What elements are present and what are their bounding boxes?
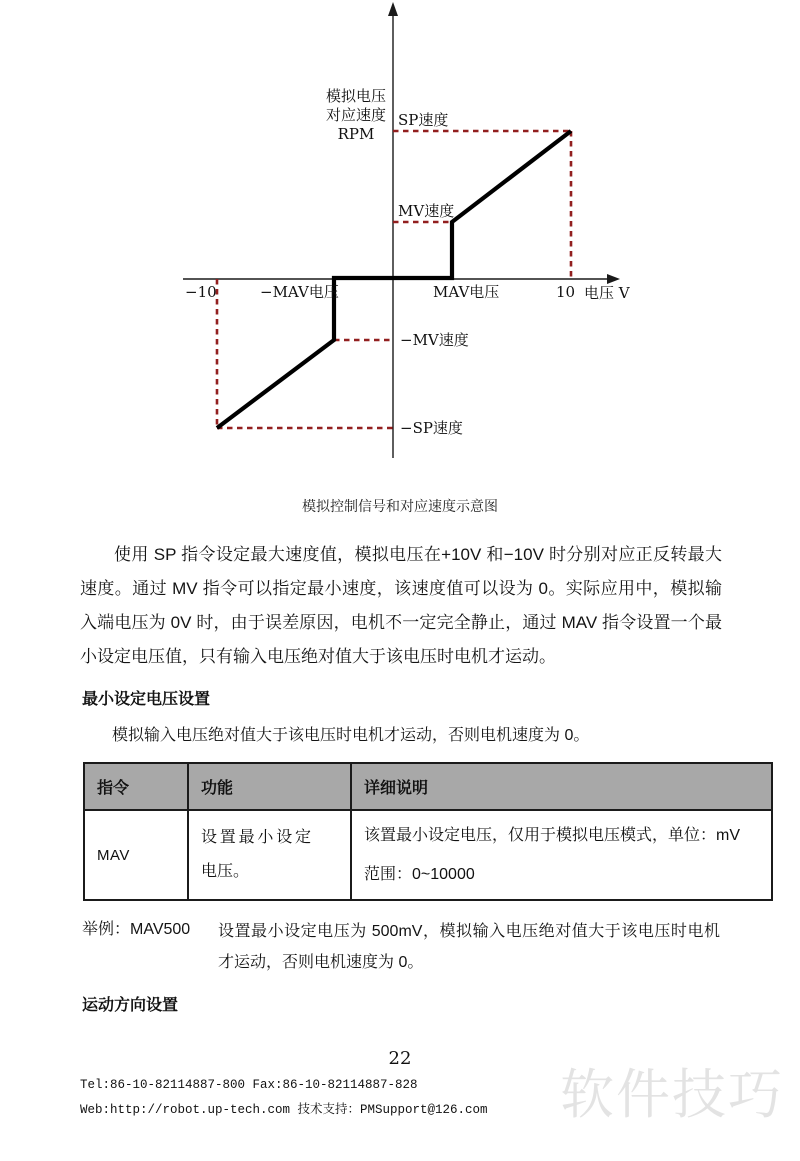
page-number: 22 (388, 1048, 412, 1069)
label-neg-mv-speed: −MV速度 (400, 331, 469, 349)
command-table-header (84, 763, 772, 810)
example-label: 举例：MAV500 (82, 921, 191, 938)
footer-web-support: Web:http://robot.up-tech.com 技术支持：PMSupport@126.com (80, 1103, 488, 1117)
speed-voltage-diagram (0, 0, 800, 470)
label-neg-sp-speed: −SP速度 (400, 419, 463, 437)
command-table (83, 762, 773, 901)
paragraph-min-voltage-intro: 模拟输入电压绝对值大于该电压时电机才运动，否则电机速度为 0。 (112, 727, 590, 744)
y-axis-title-line2: 对应速度 (325, 106, 386, 124)
table-header-row (84, 763, 772, 810)
cell-detail-line2: 范围：0~10000 (364, 866, 475, 883)
header-command: 指令 (84, 763, 188, 810)
diagram-canvas (0, 0, 800, 470)
watermark: 软件技巧 (560, 1065, 784, 1125)
label-x-max: 10 (556, 283, 576, 301)
table-row-mav (84, 810, 772, 900)
cell-command: MAV (84, 810, 188, 900)
y-axis-arrow-icon (388, 2, 398, 16)
cell-function (188, 810, 351, 900)
label-sp-speed: SP速度 (398, 111, 449, 129)
label-mav-volt: MAV电压 (433, 283, 500, 301)
cell-function-text: 设置最小设定电压。 (201, 829, 311, 880)
x-axis-arrow-icon (607, 274, 620, 284)
header-detail: 详细说明 (351, 763, 772, 810)
paragraph-sp-mv-mav: 使用 SP 指令设定最大速度值，模拟电压在+10V 和−10V 时分别对应正反转最大速度。通过 MV 指令可以指定最小速度，该速度值可以设为 0。实际应用中，模拟输入端电压为 0V 时，由于误差原因，电机不一定完全静止，通过 MAV 指令设置一个最小设定电压值，只有输入电压绝对值大于该电压时电机才运动。 (80, 545, 722, 666)
label-mv-speed: MV速度 (398, 202, 455, 220)
footer-tel-fax: Tel:86-10-82114887-800 Fax:86-10-82114887-828 (80, 1078, 418, 1092)
label-neg-mav-volt: −MAV电压 (260, 283, 339, 301)
x-axis-title: 电压 V (584, 284, 630, 302)
y-axis-title (322, 87, 390, 144)
header-function: 功能 (188, 763, 351, 810)
example-text: 设置最小设定电压为 500mV，模拟输入电压绝对值大于该电压时电机才运动，否则电机速度为 0。 (218, 923, 720, 971)
heading-direction: 运动方向设置 (82, 997, 179, 1014)
diagram-caption: 模拟控制信号和对应速度示意图 (302, 499, 498, 515)
y-axis-title-line1: 模拟电压 (325, 87, 386, 105)
y-axis-title-line3: RPM (337, 125, 375, 143)
label-x-min: −10 (185, 283, 217, 301)
heading-min-voltage: 最小设定电压设置 (82, 691, 211, 708)
cell-detail (351, 810, 772, 900)
cell-detail-line1: 该置最小设定电压，仅用于模拟电压模式，单位：mV (364, 827, 741, 844)
